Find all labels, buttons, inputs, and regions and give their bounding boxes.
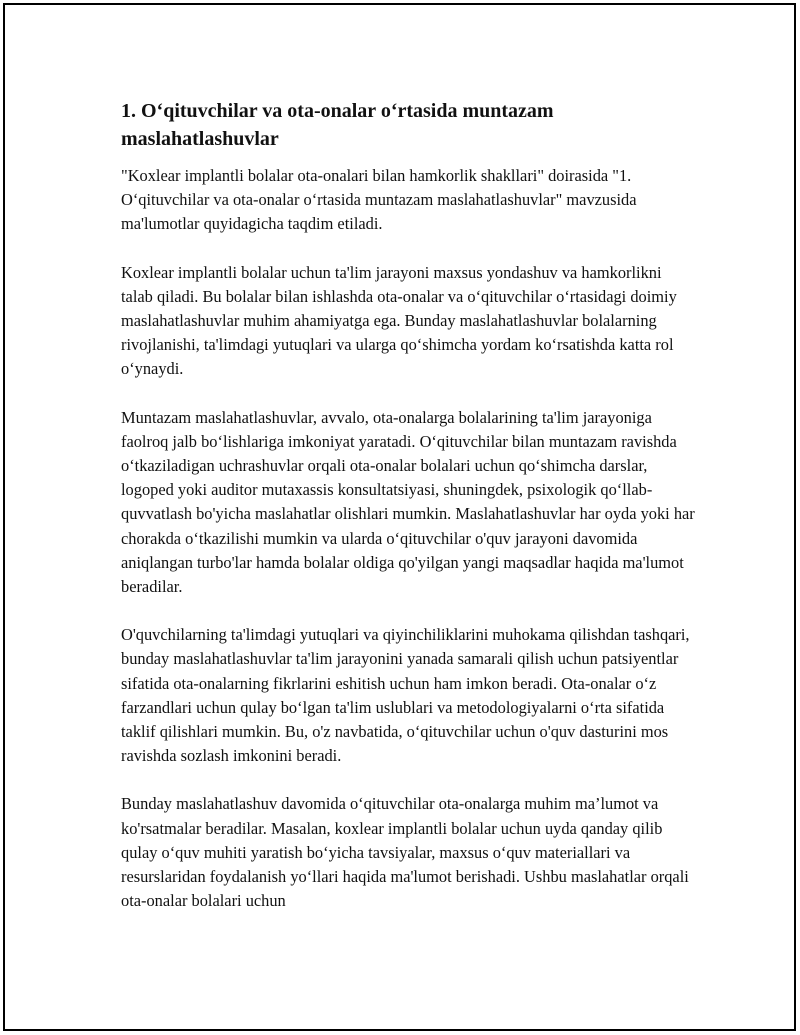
paragraph-regular-consultations: Muntazam maslahatlashuvlar, avvalo, ota-onalarga bolalarining ta'lim jarayoniga faolroq jalb bo‘lishlariga imkoniyat yaratadi. O‘qituvchilar bilan muntazam ravishda o‘tkaziladigan uchrashuvlar orqali ota-onalar bolalari uchun qo‘shimcha darslar, logoped yoki auditor mutaxassis konsultatsiyasi, shuningdek, psixologik qo‘llab-quvvatlash bo'yicha maslahatlar olishlari mumkin. Maslahatlashuvlar har oyda yoki har chorakda o‘tkazilishi mumkin va ularda o‘qituvchilar o'quv jarayoni davomida aniqlangan turbo'lar hamda bolalar oldiga qo'yilgan yangi maqsadlar haqida ma'lumot beradilar. — [121, 407, 695, 597]
paragraph-intro: "Koxlear implantli bolalar ota-onalari bilan hamkorlik shakllari" doirasida "1. O‘qituvchilar va ota-onalar o‘rtasida muntazam maslahatlashuvlar" mavzusida ma'lumotlar quyidagicha taqdim etiladi. — [121, 166, 637, 234]
document-body — [121, 97, 695, 937]
section-heading: 1. O‘qituvchilar va ota-onalar o‘rtasida muntazam maslahatlashuvlar — [121, 100, 554, 150]
page-frame — [3, 3, 796, 1031]
paragraph-education-process: Koxlear implantli bolalar uchun ta'lim jarayoni maxsus yondashuv va hamkorlikni talab qiladi. Bu bolalar bilan ishlashda ota-onalar va o‘qituvchilar o‘rtasidagi doimiy maslahatlashuvlar muhim ahamiyatga ega. Bunday maslahatlashuvlar bolalarning rivojlanishi, ta'limdagi yutuqlari va ularga qo‘shimcha yordam ko‘rsatishda katta rol o‘ynaydi. — [121, 262, 677, 379]
paragraph-teacher-guidance: Bunday maslahatlashuv davomida o‘qituvchilar ota-onalarga muhim ma’lumot va ko'rsatmalar beradilar. Masalan, koxlear implantli bolalar uchun uyda qanday qilib qulay o‘quv muhiti yaratish bo‘yicha tavsiyalar, maxsus o‘quv materiallari va resurslaridan foydalanish yo‘llari haqida ma'lumot berishadi. Ushbu maslahatlar orqali ota-onalar bolalari uchun — [121, 794, 689, 911]
paragraph-achievements-discussion: O'quvchilarning ta'limdagi yutuqlari va qiyinchiliklarini muhokama qilishdan tashqari, bunday maslahatlashuvlar ta'lim jarayonini yanada samarali qilish uchun patsiyentlar sifatida ota-onalarning fikrlarini eshitish uchun ham imkon beradi. Ota-onalar o‘z farzandlari uchun qulay bo‘lgan ta'lim uslublari va metodologiyalarni o‘rta sifatida taklif qilishlari mumkin. Bu, o'z navbatida, o‘qituvchilar uchun o'quv dasturini mos ravishda sozlash imkonini beradi. — [121, 625, 690, 766]
